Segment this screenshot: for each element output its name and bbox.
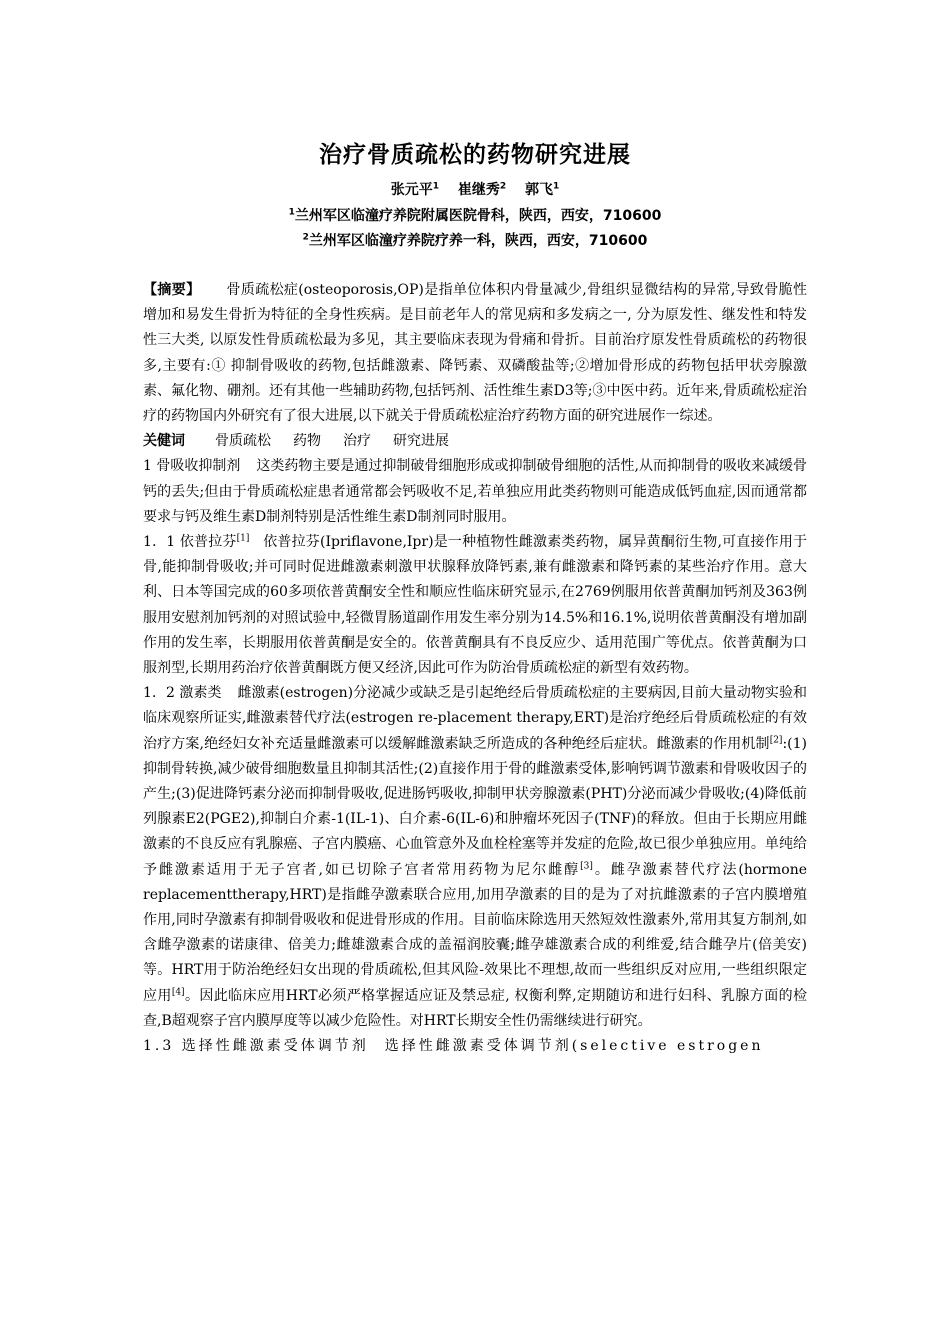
section-1 — [143, 454, 807, 530]
section-heading: 1 骨吸收抑制剂 — [143, 458, 241, 475]
section-text: 这类药物主要是通过抑制破骨细胞形成或抑制破骨细胞的活性,从而抑制骨的吸收来减缓骨钙的丢失;但由于骨质疏松症患者通常都会钙吸收不足,若单独应用此类药物则可能造成低钙血症,因而通常都要求与钙及维生素D制剂特别是活性维生素D制剂同时服用。 — [143, 458, 807, 525]
abstract — [143, 278, 807, 429]
keyword: 治疗 — [343, 433, 371, 450]
keyword: 药物 — [293, 433, 321, 450]
section-heading: 1．1 依普拉芬 — [143, 534, 237, 551]
citation: [2] — [769, 735, 783, 745]
section-1-1 — [143, 530, 807, 681]
section-1-2 — [143, 681, 807, 1034]
section-text: 。因此临床应用HRT必须严格掌握适应证及禁忌症, 权衡利弊,定期随访和进行妇科、乳腺方面的检查,B超观察子宫内膜厚度等以减少危险性。对HRT长期安全性仍需继续进行研究。 — [143, 987, 807, 1029]
affiliation: $^1$兰州军区临潼疗养院附属医院骨科，陕西，西安，710600 — [288, 207, 662, 224]
author: 崔继秀$^2$ — [457, 181, 507, 198]
abstract-text: 骨质疏松症(osteoporosis,OP)是指单位体积内骨量减少,骨组织显微结构的异常,导致骨脆性增加和易发生骨折为特征的全身性疾病。是目前老年人的常见病和多发病之一, 分为原发性、继发性和特发性三大类, 以原发性骨质疏松最为多见，其主要临床表现为骨痛和骨折。目前治疗原发性骨质疏松的药物很多,主要有:① 抑制骨吸收的药物,包括雌激素、降钙素、双磷酸盐等;②增加骨形成的药物包括甲状旁腺激素、氟化物、硼剂。还有其他一些辅助药物,包括钙剂、活性维生素D3等;③中医中药。近年来,骨质疏松症治疗的药物国内外研究有了很大进展,以下就关于骨质疏松症治疗药物方面的研究进展作一综述。 — [143, 282, 808, 425]
author-list — [0, 179, 950, 199]
keywords-label: 关健词 — [143, 433, 185, 450]
keyword: 研究进展 — [393, 433, 449, 450]
paper-title: 治疗骨质疏松的药物研究进展 — [319, 142, 631, 168]
section-heading: 1.3 选择性雌激素受体调节剂 — [143, 1038, 369, 1055]
citation: [4] — [171, 987, 185, 998]
affiliation: $^2$兰州军区临潼疗养院疗养一科，陕西，西安，710600 — [302, 232, 648, 249]
section-text: 。雌孕激素替代疗法(hormone replacementtherapy,HRT)是指雌孕激素联合应用,加用孕激素的目的是为了对抗雌激素的子宫内膜增殖作用,同时孕激素有抑制骨吸收和促进骨形成的作用。目前临床除选用天然短效性激素外,常用其复方制剂,如含雌孕激素的诺康律、倍美力;雌雄激素合成的盖福润胶囊;雌孕雄激素合成的利维爱,结合雌孕片(倍美安)等。HRT用于防治绝经妇女出现的骨质疏松,但其风险-效果比不理想,故而一些组织反对应用,一些组织限定应用 — [143, 861, 808, 1004]
author: 郭飞$^1$ — [525, 181, 560, 198]
abstract-label: 【摘要】 — [143, 282, 201, 298]
section-text: 选择性雌激素受体调节剂(selective estrogen — [384, 1038, 764, 1055]
section-heading: 1．2 激素类 — [143, 685, 222, 702]
section-1-3 — [143, 1034, 807, 1059]
citation: [1] — [236, 533, 250, 544]
keywords — [143, 429, 807, 454]
keyword: 骨质疏松 — [215, 433, 271, 450]
section-text: 雌激素(estrogen)分泌减少或缺乏是引起绝经后骨质疏松症的主要病因,目前大量动物实验和临床观察所证实,雌激素替代疗法(estrogen re-placement therapy,ERT)是治疗绝经后骨质疏松症的有效治疗方案,绝经妇女补充适量雌激素可以缓解雌激素缺乏所造成的各种绝经后症状。雌激素的作用机制 — [143, 685, 808, 752]
section-text: :(1)抑制骨转换,减少破骨细胞数量且抑制其活性;(2)直接作用于骨的雌激素受体,影响钙调节激素和骨吸收因子的产生;(3)促进降钙素分泌而抑制骨吸收,促进肠钙吸收,抑制甲状旁腺激素(PHT)分泌而减少骨吸收;(4)降低前列腺素E2(PGE2),抑制白介素-1(IL-1)、白介素-6(IL-6)和肿瘤坏死因子(TNF)的释放。但由于长期应用雌激素的不良反应有乳腺癌、子宫内膜癌、心血管意外及血栓栓塞等并发症的危险,故已很少单独应用。单纯给予雌激素适用于无子宫者,如已切除子宫者常用药物为尼尔雌醇 — [143, 735, 807, 878]
paper-body — [143, 278, 807, 1059]
citation: [3] — [580, 861, 593, 872]
author: 张元平$^1$ — [390, 181, 439, 198]
section-text: 依普拉芬(Ipriflavone,Ipr)是一种植物性雌激素类药物，属异黄酮衍生物,可直接作用于骨,能抑制骨吸收;并可同时促进雌激素刺激甲状腺释放降钙素,兼有雌激素和降钙素的某些治疗作用。意大利、日本等国完成的60多项依普黄酮安全性和顺应性临床研究显示,在2769例服用依普黄酮加钙剂及363例服用安慰剂加钙剂的对照试验中,轻微胃肠道副作用发生率分别为14.5%和16.1%,说明依普黄酮没有增加副作用的发生率，长期服用依普黄酮是安全的。依普黄酮具有不良反应少、适用范围广等优点。依普黄酮为口服剂型,长期用药治疗依普黄酮既方便又经济,因此可作为防治骨质疏松症的新型有效药物。 — [143, 534, 808, 677]
